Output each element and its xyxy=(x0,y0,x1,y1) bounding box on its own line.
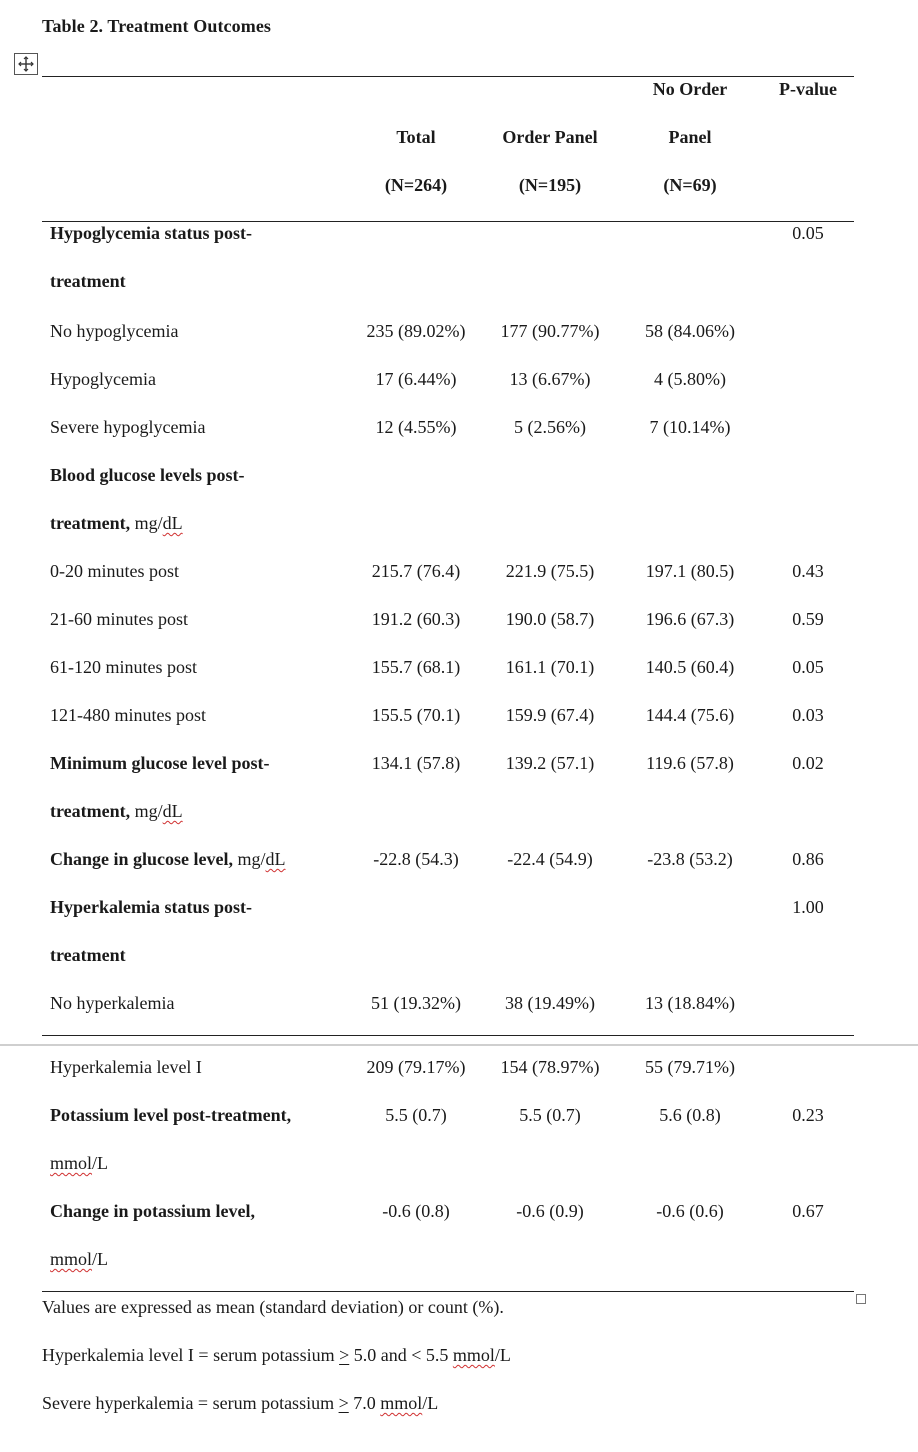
header-no-order: No Order xyxy=(652,79,728,99)
row-k-change-pvalue: 0.67 xyxy=(792,1201,824,1221)
row-k-post-pvalue: 0.23 xyxy=(792,1105,824,1125)
row-min-glucose-pvalue: 0.02 xyxy=(792,753,824,773)
header-no-order-panel: Panel xyxy=(668,127,712,147)
row-min-glucose-label-2 xyxy=(50,800,183,822)
table-bottom-rule xyxy=(42,1291,854,1292)
row-0-20-total: 215.7 (76.4) xyxy=(371,561,461,581)
row-no-hypo-label: No hypoglycemia xyxy=(50,321,179,341)
row-change-glucose-label xyxy=(50,848,286,870)
row-hyperk1-total: 209 (79.17%) xyxy=(366,1057,466,1077)
row-no-hypo-order: 177 (90.77%) xyxy=(500,321,600,341)
row-hyperk1-label: Hyperkalemia level I xyxy=(50,1057,202,1077)
row-change-glucose-label-a: Change in glucose level, xyxy=(50,849,238,869)
section-hypo-label-2: treatment xyxy=(50,271,126,291)
table-resize-icon[interactable] xyxy=(856,1294,866,1304)
row-21-60-order: 190.0 (58.7) xyxy=(505,609,595,629)
row-change-glucose-noorder: -23.8 (53.2) xyxy=(647,849,733,869)
row-min-glucose-order: 139.2 (57.1) xyxy=(505,753,595,773)
footnote-severe-hyperk-c: 7.0 xyxy=(348,1393,381,1413)
row-severe-hypo-total: 12 (4.55%) xyxy=(375,417,457,437)
row-change-glucose-total: -22.8 (54.3) xyxy=(373,849,459,869)
footnote-hyperk-level-c: 5.0 and < 5.5 xyxy=(349,1345,453,1365)
section-hyperk-label-1: Hyperkalemia status post- xyxy=(50,897,252,917)
footnote-severe-hyperk-unit: mmol xyxy=(380,1393,423,1413)
section-hyperk-pvalue: 1.00 xyxy=(792,897,824,917)
row-0-20-pvalue: 0.43 xyxy=(792,561,824,581)
footnote-hyperk-level-unit: mmol xyxy=(452,1345,495,1365)
row-change-glucose-order: -22.4 (54.9) xyxy=(507,849,593,869)
row-121-480-noorder: 144.4 (75.6) xyxy=(645,705,735,725)
row-21-60-label: 21-60 minutes post xyxy=(50,609,188,629)
section-bg-label-2 xyxy=(50,512,183,534)
row-k-change-noorder: -0.6 (0.6) xyxy=(656,1201,724,1221)
row-k-change-label-2a: mmol xyxy=(50,1249,93,1269)
row-min-glucose-label-1: Minimum glucose level post- xyxy=(50,753,270,773)
footnote-severe-hyperk xyxy=(42,1392,438,1414)
row-k-post-noorder: 5.6 (0.8) xyxy=(659,1105,721,1125)
table-move-icon-glyph xyxy=(16,55,36,73)
page-break-separator xyxy=(0,1044,918,1046)
section-bg-label-1: Blood glucose levels post- xyxy=(50,465,245,485)
header-no-order-panel-n: (N=69) xyxy=(663,175,717,195)
row-k-post-label-2a: mmol xyxy=(50,1153,93,1173)
row-k-change-total: -0.6 (0.8) xyxy=(382,1201,450,1221)
footnote-hyperk-level-e: /L xyxy=(494,1345,511,1365)
footnote-severe-hyperk-e: /L xyxy=(422,1393,439,1413)
header-order-panel-n: (N=195) xyxy=(518,175,582,195)
row-change-glucose-label-b: mg/ xyxy=(237,849,266,869)
section-bg-label-2a: treatment, xyxy=(50,513,135,533)
header-total: Total xyxy=(396,127,436,147)
section-hyperk-label-2: treatment xyxy=(50,945,126,965)
row-no-hypo-total: 235 (89.02%) xyxy=(366,321,466,341)
row-0-20-order: 221.9 (75.5) xyxy=(505,561,595,581)
header-pvalue: P-value xyxy=(779,79,837,99)
row-0-20-noorder: 197.1 (80.5) xyxy=(645,561,735,581)
row-severe-hypo-noorder: 7 (10.14%) xyxy=(649,417,731,437)
footnote-hyperk-level xyxy=(42,1344,511,1366)
row-61-120-label: 61-120 minutes post xyxy=(50,657,197,677)
row-21-60-noorder: 196.6 (67.3) xyxy=(645,609,735,629)
row-61-120-order: 161.1 (70.1) xyxy=(505,657,595,677)
row-21-60-total: 191.2 (60.3) xyxy=(371,609,461,629)
row-hyperk1-order: 154 (78.97%) xyxy=(500,1057,600,1077)
section-hypo-label-1: Hypoglycemia status post- xyxy=(50,223,252,243)
table-top-rule xyxy=(42,76,854,77)
row-severe-hypo-order: 5 (2.56%) xyxy=(514,417,586,437)
row-k-post-label-2 xyxy=(50,1152,108,1174)
row-min-glucose-label-2b: mg/ xyxy=(134,801,163,821)
row-k-change-order: -0.6 (0.9) xyxy=(516,1201,584,1221)
row-min-glucose-total: 134.1 (57.8) xyxy=(371,753,461,773)
row-k-post-label-2b: /L xyxy=(92,1153,109,1173)
page-bottom-rule xyxy=(42,1035,854,1036)
row-121-480-total: 155.5 (70.1) xyxy=(371,705,461,725)
row-hypo-total: 17 (6.44%) xyxy=(375,369,457,389)
row-121-480-pvalue: 0.03 xyxy=(792,705,824,725)
row-min-glucose-label-2a: treatment, xyxy=(50,801,135,821)
row-min-glucose-noorder: 119.6 (57.8) xyxy=(646,753,734,773)
row-k-post-order: 5.5 (0.7) xyxy=(519,1105,581,1125)
row-k-post-total: 5.5 (0.7) xyxy=(385,1105,447,1125)
footnote-values: Values are expressed as mean (standard deviation) or count (%). xyxy=(42,1297,504,1317)
table-move-icon[interactable] xyxy=(14,53,38,75)
header-order-panel: Order Panel xyxy=(502,127,598,147)
row-hypo-order: 13 (6.67%) xyxy=(509,369,591,389)
header-total-n: (N=264) xyxy=(384,175,448,195)
row-121-480-order: 159.9 (67.4) xyxy=(505,705,595,725)
section-bg-label-2b: mg/ xyxy=(134,513,163,533)
row-k-change-label-1: Change in potassium level, xyxy=(50,1201,256,1221)
row-k-change-label-2 xyxy=(50,1248,108,1270)
footnote-severe-hyperk-ge: > xyxy=(338,1393,349,1413)
row-121-480-label: 121-480 minutes post xyxy=(50,705,206,725)
row-21-60-pvalue: 0.59 xyxy=(792,609,824,629)
row-61-120-total: 155.7 (68.1) xyxy=(371,657,461,677)
footnote-severe-hyperk-a: Severe hyperkalemia = serum potassium xyxy=(42,1393,339,1413)
row-no-hyperk-label: No hyperkalemia xyxy=(50,993,175,1013)
row-k-post-label-1: Potassium level post-treatment, xyxy=(50,1105,292,1125)
row-61-120-pvalue: 0.05 xyxy=(792,657,824,677)
row-k-change-label-2b: /L xyxy=(92,1249,109,1269)
row-no-hypo-noorder: 58 (84.06%) xyxy=(645,321,735,341)
row-severe-hypo-label: Severe hypoglycemia xyxy=(50,417,206,437)
row-hypo-label: Hypoglycemia xyxy=(50,369,156,389)
footnote-hyperk-level-ge: > xyxy=(339,1345,350,1365)
table-title: Table 2. Treatment Outcomes xyxy=(42,16,272,36)
row-61-120-noorder: 140.5 (60.4) xyxy=(645,657,735,677)
row-0-20-label: 0-20 minutes post xyxy=(50,561,179,581)
row-min-glucose-label-2c: dL xyxy=(162,801,183,821)
section-hypo-pvalue: 0.05 xyxy=(792,223,824,243)
row-no-hyperk-noorder: 13 (18.84%) xyxy=(645,993,735,1013)
row-change-glucose-pvalue: 0.86 xyxy=(792,849,824,869)
footnote-hyperk-level-a: Hyperkalemia level I = serum potassium xyxy=(42,1345,340,1365)
row-hyperk1-noorder: 55 (79.71%) xyxy=(645,1057,735,1077)
row-no-hyperk-total: 51 (19.32%) xyxy=(371,993,461,1013)
section-bg-label-2c: dL xyxy=(162,513,183,533)
row-hypo-noorder: 4 (5.80%) xyxy=(654,369,726,389)
row-change-glucose-label-c: dL xyxy=(265,849,286,869)
row-no-hyperk-order: 38 (19.49%) xyxy=(505,993,595,1013)
